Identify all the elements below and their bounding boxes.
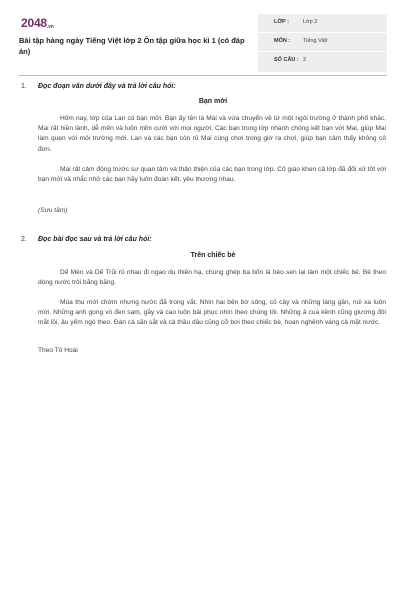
passage-source: (Sưu tầm) [38, 207, 68, 214]
info-box [258, 14, 387, 72]
question-prompt: Đọc đoạn văn dưới đây và trả lời câu hỏi: [38, 83, 176, 90]
worksheet-title: Bài tập hàng ngày Tiếng Việt lớp 2 Ôn tập giữa học kì 1 (có đáp án) [19, 36, 245, 56]
passage-paragraph: Mai rất cảm động trước sự quan tâm và thân thiện của các bạn trong lớp. Cô giáo khen cả lớp đã đối xử tốt với bạn mới và nhắc nhở các bạn hãy luôn đoàn kết, yêu thương nhau. [38, 166, 386, 184]
info-row-count [258, 52, 387, 70]
info-label: LỚP : [274, 19, 289, 25]
passage-source: Theo Tô Hoài [38, 347, 78, 354]
logo-domain: .vn [46, 24, 54, 30]
passage-paragraph: Hôm nay, lớp của Lan có bạn mới. Bạn ấy tên là Mai và vừa chuyển về từ một ngôi trường ở thành phố khác. Mai rất hiền lành, dễ mến và luôn mỉm cười với mọi người. Các bạn trong lớp nhanh chóng kết bạn với Mai, giúp Mai làm quen với môi trường mới. Lan và các bạn còn rủ Mai cùng chơi trong giờ ra chơi, giúp bạn cảm thấy không cô đơn. [38, 115, 386, 153]
passage-title: Bạn mới [198, 98, 228, 105]
logo-text: 2048 [21, 16, 47, 30]
question-prompt: Đọc bài đọc sau và trả lời câu hỏi: [38, 236, 152, 243]
info-value: 2 [303, 57, 307, 63]
passage-paragraph: Mùa thu mới chớm nhưng nước đã trong vắt. Nhìn hai bên bờ sông, cỏ cây và những làng gần, núi xa luôn mới. Những anh gọng vó đen sạm, gầy và cao luôn bái phục nhìn theo chúng tôi. Những ả cua kềnh cũng giương đôi mắt lồi, âu yếm ngó theo. Đàn cá săn sắt và cá thầu dầu cũng cỡ bơi theo chiếc bè, hoan nghênh váng cả mặt nước. [38, 299, 386, 327]
passage-paragraph: Dế Mèn và Dế Trũi rủ nhau đi ngao du thiên hạ, chúng ghép ba bốn lá bèo sen lại làm một chiếc bè. Bè theo dòng nước trôi băng băng. [38, 269, 386, 287]
worksheet-header [19, 14, 387, 72]
info-row-class [258, 14, 387, 33]
question-number: 1. [21, 83, 27, 90]
question-number: 2. [21, 236, 27, 243]
site-logo[interactable] [21, 16, 54, 30]
info-row-subject [258, 33, 387, 52]
info-label: MÔN : [274, 38, 291, 44]
info-value: Lớp 2 [303, 19, 318, 25]
passage-title: Trên chiếc bè [190, 252, 236, 259]
info-value: Tiếng Việt [303, 38, 328, 44]
header-divider [19, 75, 387, 76]
info-label: SỐ CÂU : [274, 57, 299, 63]
